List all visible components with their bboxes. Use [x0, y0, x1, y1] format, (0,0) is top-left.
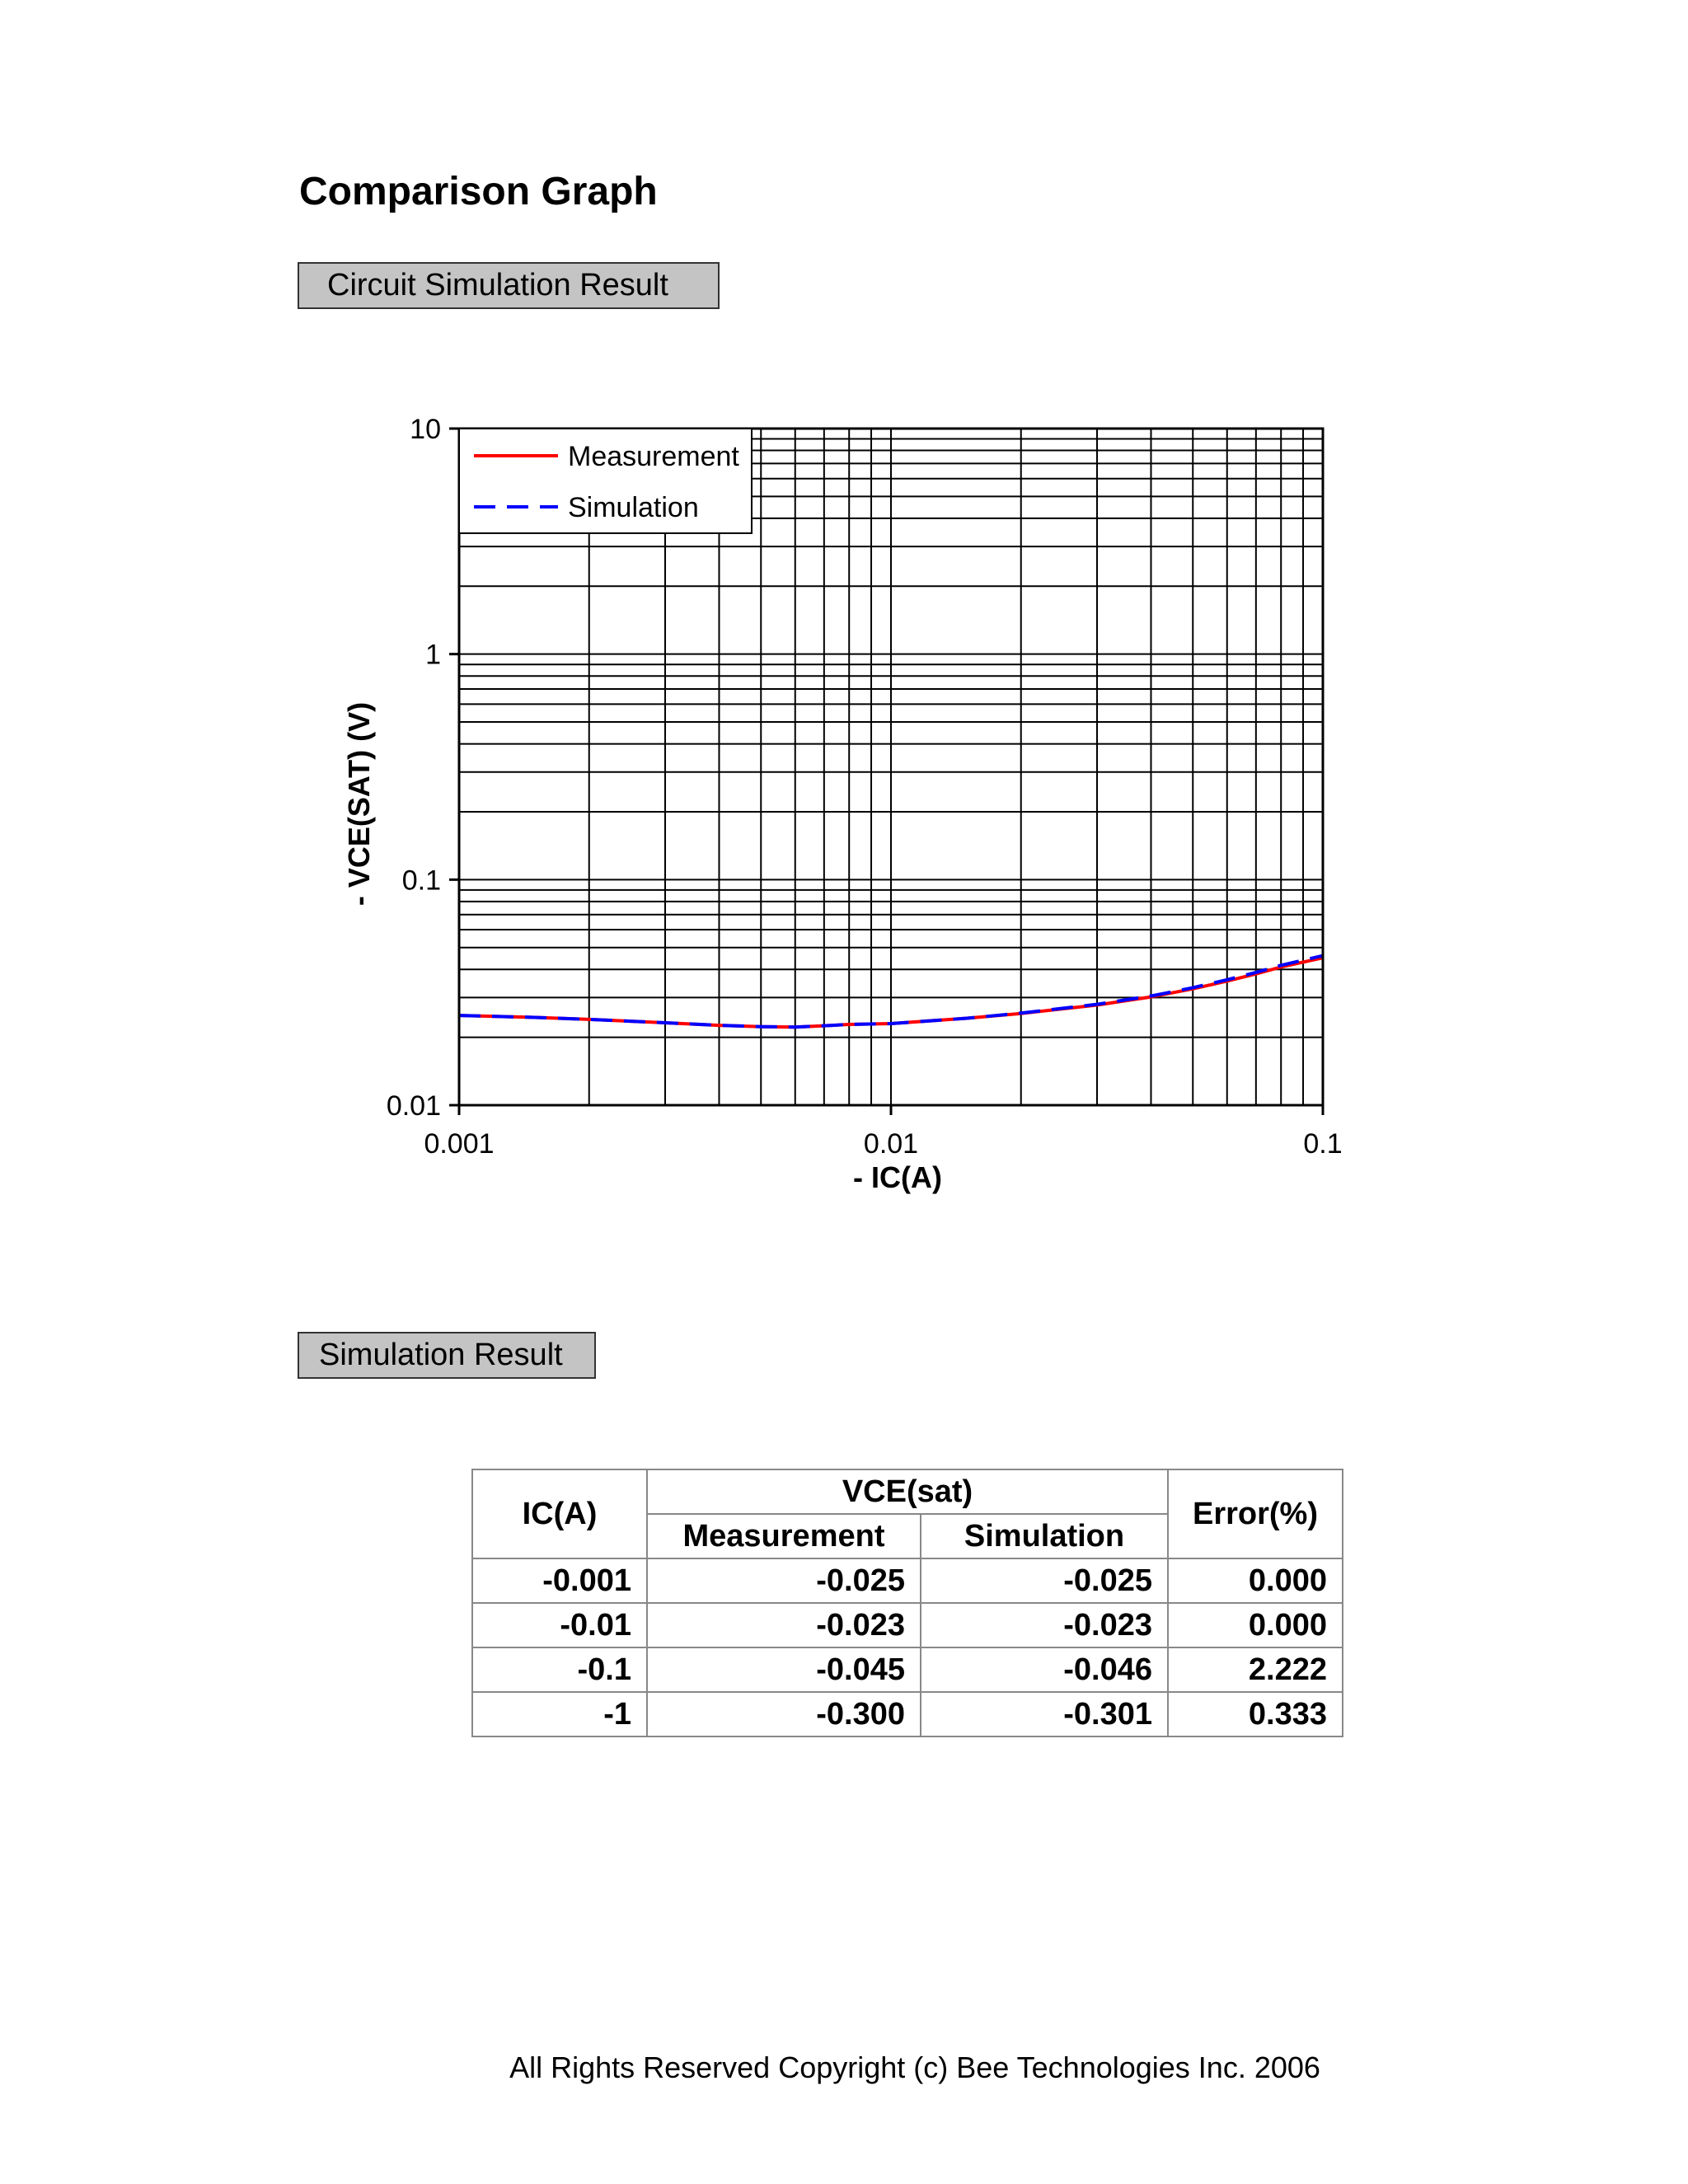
cell-measurement: -0.045	[647, 1647, 921, 1692]
cell-simulation: -0.023	[921, 1603, 1168, 1647]
x-tick-label: 0.1	[1303, 1128, 1343, 1160]
cell-ic: -1	[472, 1692, 647, 1736]
table-header-row	[472, 1469, 1343, 1514]
table-row	[472, 1603, 1343, 1647]
results-table	[471, 1469, 1343, 1737]
table-row	[472, 1647, 1343, 1692]
y-axis-label: - VCE(SAT) (V)	[342, 701, 376, 907]
cell-ic: -0.001	[472, 1558, 647, 1603]
header-vce: VCE(sat)	[647, 1469, 1168, 1514]
table-row	[472, 1692, 1343, 1736]
cell-error: 2.222	[1168, 1647, 1343, 1692]
legend-label-measurement: Measurement	[568, 441, 739, 472]
page-title: Comparison Graph	[299, 170, 658, 213]
cell-error: 0.333	[1168, 1692, 1343, 1736]
table-row	[472, 1558, 1343, 1603]
cell-simulation: -0.025	[921, 1558, 1168, 1603]
copyright-footer: All Rights Reserved Copyright (c) Bee Technologies Inc. 2006	[509, 2050, 1320, 2084]
y-tick-label: 1	[425, 639, 441, 671]
cell-error: 0.000	[1168, 1603, 1343, 1647]
cell-ic: -0.1	[472, 1647, 647, 1692]
header-measurement: Measurement	[647, 1514, 921, 1558]
legend-label-simulation: Simulation	[568, 492, 699, 523]
y-tick-label: 0.01	[386, 1090, 441, 1122]
cell-measurement: -0.023	[647, 1603, 921, 1647]
simulation-result-label: Simulation Result	[298, 1332, 596, 1379]
cell-simulation: -0.046	[921, 1647, 1168, 1692]
cell-measurement: -0.025	[647, 1558, 921, 1603]
cell-simulation: -0.301	[921, 1692, 1168, 1736]
x-tick-label: 0.01	[863, 1128, 919, 1160]
cell-error: 0.000	[1168, 1558, 1343, 1603]
y-tick-label: 0.1	[401, 865, 441, 897]
header-error: Error(%)	[1168, 1469, 1343, 1558]
x-axis-label: - IC(A)	[853, 1160, 942, 1194]
chart-legend	[459, 429, 752, 533]
cell-ic: -0.01	[472, 1603, 647, 1647]
x-tick-label: 0.001	[424, 1128, 495, 1160]
header-simulation: Simulation	[921, 1514, 1168, 1558]
cell-measurement: -0.300	[647, 1692, 921, 1736]
y-tick-label: 10	[410, 414, 441, 445]
header-ic: IC(A)	[472, 1469, 647, 1558]
circuit-simulation-result-label: Circuit Simulation Result	[298, 262, 720, 309]
